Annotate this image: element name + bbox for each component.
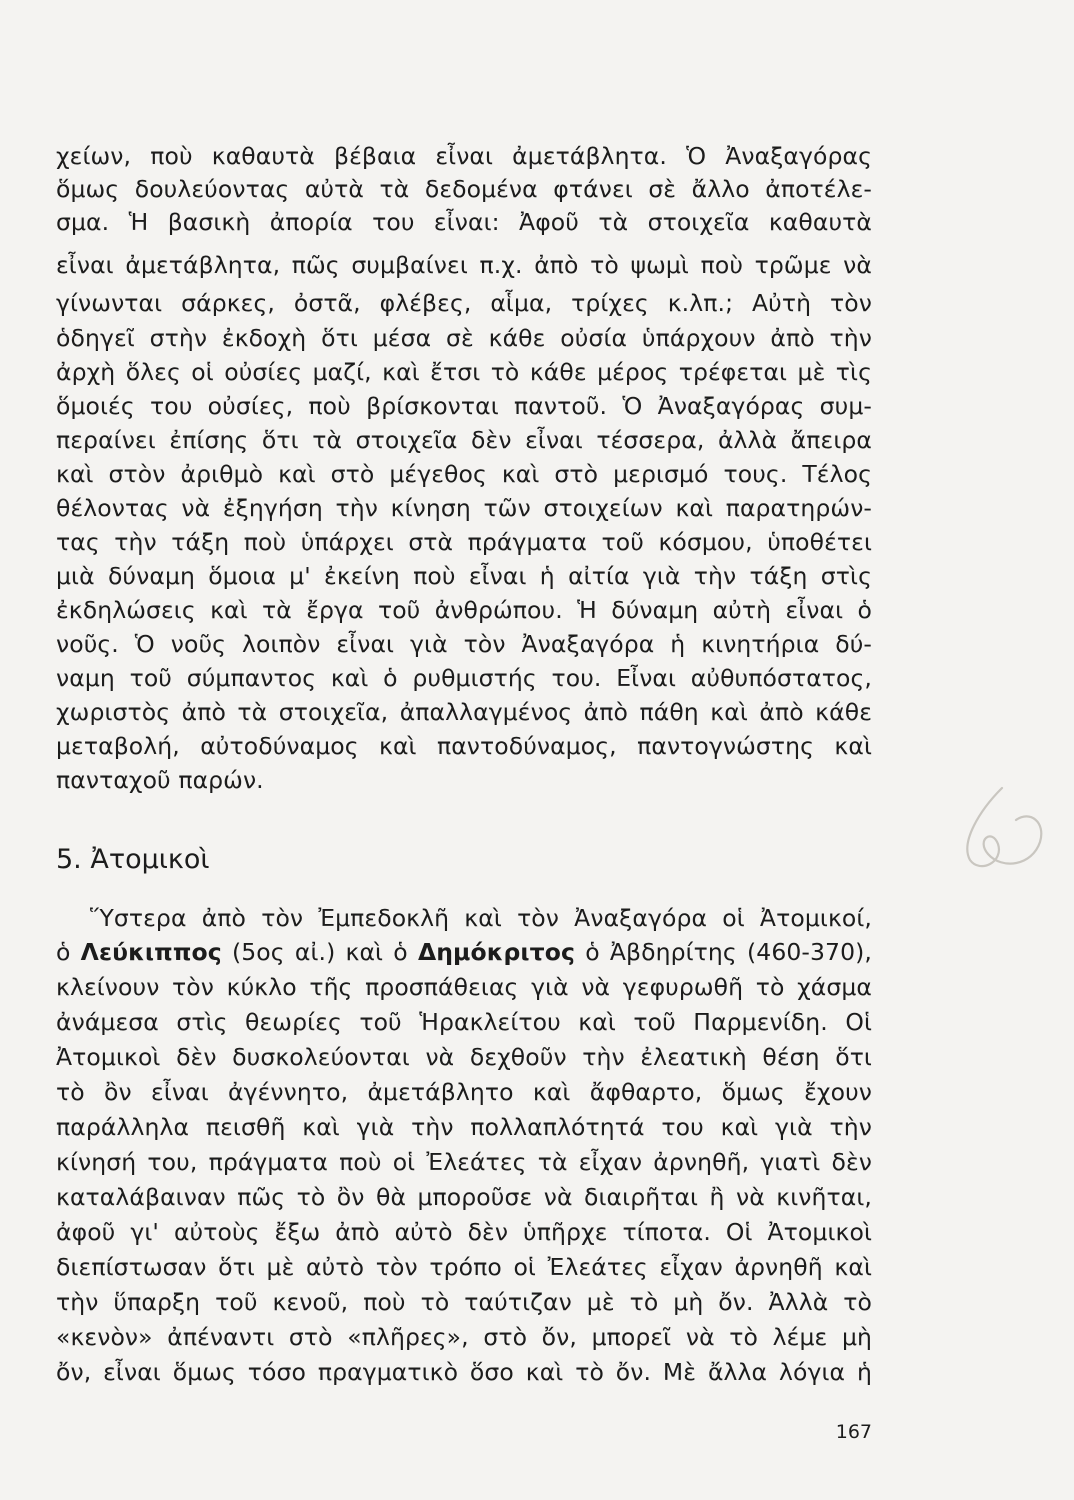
text-line: ἀρχὴ ὅλες οἱ οὐσίες μαζί, καὶ ἔτσι τὸ κάθε μέρος τρέφεται μὲ τὶς xyxy=(56,358,872,386)
text-line: διεπίστωσαν ὅτι μὲ αὐτὸ τὸν τρόπο οἱ Ἐλεάτες εἶχαν ἀρνηθῆ καὶ xyxy=(56,1253,872,1281)
text-line: τὸ ὂν εἶναι ἀγέννητο, ἀμετάβλητο καὶ ἄφθαρτο, ὅμως ἔχουν xyxy=(56,1078,872,1106)
text-line: ὅμοιές του οὐσίες, ποὺ βρίσκονται παντοῦ. Ὁ Ἀναξαγόρας συμ- xyxy=(56,392,872,420)
text-line: ὁδηγεῖ στὴν ἐκδοχὴ ὅτι μέσα σὲ κάθε οὐσία ὑπάρχουν ἀπὸ τὴν xyxy=(56,324,872,352)
section-heading: 5. Ἀτομικοὶ xyxy=(56,844,210,875)
text-line: μεταβολή, αὐτοδύναμος καὶ παντοδύναμος, παντογνώστης καὶ xyxy=(56,732,872,760)
text-line: ἀφοῦ γι' αὐτοὺς ἔξω ἀπὸ αὐτὸ δὲν ὑπῆρχε τίποτα. Οἱ Ἀτομικοὶ xyxy=(56,1218,872,1246)
text-line: Ὕστερα ἀπὸ τὸν Ἐμπεδοκλῆ καὶ τὸν Ἀναξαγόρα οἱ Ἀτομικοί, xyxy=(90,904,872,932)
text-line: ὅμως δουλεύοντας αὐτὰ τὰ δεδομένα φτάνει σὲ ἄλλο ἀποτέλε- xyxy=(56,175,872,203)
text-line: τας τὴν τάξη ποὺ ὑπάρχει στὰ πράγματα τοῦ κόσμου, ὑποθέτει xyxy=(56,528,872,556)
text-line: ναμη τοῦ σύμπαντος καὶ ὁ ρυθμιστής του. Εἶναι αὐθυπόστατος, xyxy=(56,664,872,692)
text-line: καταλάβαιναν πῶς τὸ ὂν θὰ μποροῦσε νὰ διαιρῆται ἢ νὰ κινῆται, xyxy=(56,1183,872,1211)
text-line: τὴν ὕπαρξη τοῦ κενοῦ, ποὺ τὸ ταύτιζαν μὲ τὸ μὴ ὄν. Ἀλλὰ τὸ xyxy=(56,1288,872,1316)
text-line: ἐκδηλώσεις καὶ τὰ ἔργα τοῦ ἀνθρώπου. Ἡ δύναμη αὐτὴ εἶναι ὁ xyxy=(56,596,872,624)
text-line: ἀνάμεσα στὶς θεωρίες τοῦ Ἡρακλείτου καὶ τοῦ Παρμενίδη. Οἱ xyxy=(56,1008,872,1036)
text-line: παράλληλα πεισθῆ καὶ γιὰ τὴν πολλαπλότητά του καὶ γιὰ τὴν xyxy=(56,1113,872,1141)
text-line-with-names xyxy=(56,936,872,969)
name-democritus: Δημόκριτος xyxy=(417,938,576,966)
text-line: θέλοντας νὰ ἐξηγήση τὴν κίνηση τῶν στοιχείων καὶ παρατηρών- xyxy=(56,494,872,522)
text-line: Ἀτομικοὶ δὲν δυσκολεύονται νὰ δεχθοῦν τὴν ἐλεατικὴ θέση ὅτι xyxy=(56,1043,872,1071)
text-line: περαίνει ἐπίσης ὅτι τὰ στοιχεῖα δὲν εἶναι τέσσερα, ἀλλὰ ἄπειρα xyxy=(56,426,872,454)
pencil-margin-mark xyxy=(940,770,1060,890)
text-line: νοῦς. Ὁ νοῦς λοιπὸν εἶναι γιὰ τὸν Ἀναξαγόρα ἡ κινητήρια δύ- xyxy=(56,630,872,658)
text-line: μιὰ δύναμη ὅμοια μ' ἐκείνη ποὺ εἶναι ἡ αἰτία γιὰ τὴν τάξη στὶς xyxy=(56,562,872,590)
text-line: καὶ στὸν ἀριθμὸ καὶ στὸ μέγεθος καὶ στὸ μερισμό τους. Τέλος xyxy=(56,460,872,488)
text-line: σμα. Ἡ βασικὴ ἀπορία του εἶναι: Ἀφοῦ τὰ στοιχεῖα καθαυτὰ xyxy=(56,208,872,236)
text-span: ὁ Ἀβδηρίτης (460-370), xyxy=(575,938,872,966)
text-line: χείων, ποὺ καθαυτὰ βέβαια εἶναι ἀμετάβλητα. Ὁ Ἀναξαγόρας xyxy=(56,142,872,170)
text-line: κλείνουν τὸν κύκλο τῆς προσπάθειας γιὰ νὰ γεφυρωθῆ τὸ χάσμα xyxy=(56,973,872,1001)
text-line: γίνωνται σάρκες, ὀστᾶ, φλέβες, αἷμα, τρίχες κ.λπ.; Αὐτὴ τὸν xyxy=(56,289,872,317)
text-line: κίνησή του, πράγματα ποὺ οἱ Ἐλεάτες τὰ εἶχαν ἀρνηθῆ, γιατὶ δὲν xyxy=(56,1148,872,1176)
text-line: χωριστὸς ἀπὸ τὰ στοιχεῖα, ἀπαλλαγμένος ἀπὸ πάθη καὶ ἀπὸ κάθε xyxy=(56,698,872,726)
name-leucippus: Λεύκιππος xyxy=(80,938,222,966)
text-span: ὁ xyxy=(56,938,81,966)
text-line: εἶναι ἀμετάβλητα, πῶς συμβαίνει π.χ. ἀπὸ τὸ ψωμὶ ποὺ τρῶμε νὰ xyxy=(56,251,872,279)
text-line: «κενὸν» ἀπέναντι στὸ «πλῆρες», στὸ ὄν, μπορεῖ νὰ τὸ λέμε μὴ xyxy=(56,1323,872,1351)
text-line: πανταχοῦ παρών. xyxy=(56,766,264,794)
page-number: 167 xyxy=(835,1421,872,1443)
text-span: (5ος αἰ.) καὶ ὁ xyxy=(221,938,418,966)
text-line: ὄν, εἶναι ὅμως τόσο πραγματικὸ ὅσο καὶ τὸ ὄν. Μὲ ἄλλα λόγια ἡ xyxy=(56,1358,872,1386)
